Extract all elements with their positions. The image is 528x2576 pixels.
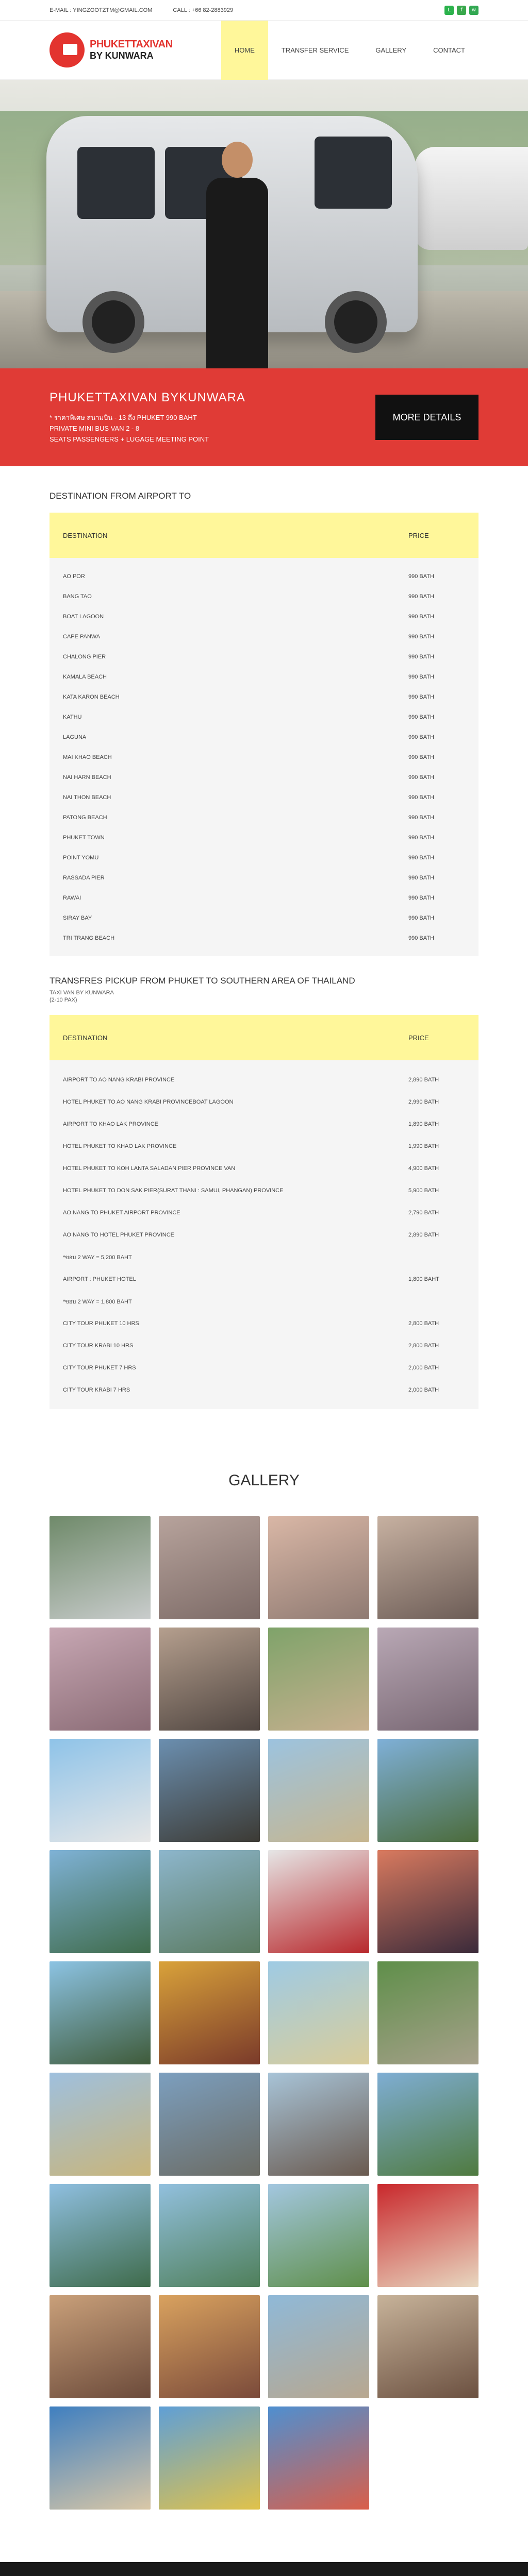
price-cell: 990 BATH xyxy=(408,673,434,680)
southern-pax: (2-10 PAX) xyxy=(50,997,77,1003)
price-cell: 990 BATH xyxy=(408,754,434,760)
price-cell: 2,800 BATH xyxy=(408,1342,439,1349)
photo-golden-shrine[interactable] xyxy=(159,1961,260,2064)
table-row xyxy=(50,1135,478,1157)
airport-title: DESTINATION FROM AIRPORT TO xyxy=(50,491,191,501)
photo-rocky-coast[interactable] xyxy=(159,1739,260,1842)
price-cell: 990 BATH xyxy=(408,935,434,941)
destination-cell: RAWAI xyxy=(63,894,81,901)
social-links xyxy=(444,6,478,15)
price-cell: 990 BATH xyxy=(408,593,434,600)
table-row xyxy=(50,1357,478,1379)
price-cell: 990 BATH xyxy=(408,914,434,921)
photo-phang-nga-bay[interactable] xyxy=(50,1850,151,1953)
hero-image xyxy=(0,80,528,368)
table-row xyxy=(50,807,478,827)
table-row xyxy=(50,787,478,807)
table-row xyxy=(50,566,478,586)
destination-cell: AO NANG TO PHUKET AIRPORT PROVINCE xyxy=(63,1209,180,1216)
photo-van-driver[interactable] xyxy=(50,1516,151,1619)
table-row xyxy=(50,908,478,928)
price-cell: 990 BATH xyxy=(408,653,434,660)
destination-cell: LAGUNA xyxy=(63,734,87,740)
topbar-phone[interactable]: CALL : +66 82-2883929 xyxy=(173,7,234,13)
photo-street-art[interactable] xyxy=(268,2406,369,2510)
driver-head xyxy=(222,142,253,178)
destination-cell: PATONG BEACH xyxy=(63,814,107,821)
price-cell: 2,890 BATH xyxy=(408,1076,439,1083)
table-row xyxy=(50,647,478,667)
site-footer xyxy=(0,2562,528,2576)
price-cell: 990 BATH xyxy=(408,613,434,620)
destination-cell: BANG TAO xyxy=(63,593,92,600)
table-row xyxy=(50,626,478,647)
banner-line: PRIVATE MINI BUS VAN 2 - 8 xyxy=(50,424,140,432)
banner-title: PHUKETTAXIVAN BYKUNWARA xyxy=(50,390,245,404)
table-row xyxy=(50,667,478,687)
table-body xyxy=(50,558,478,956)
photo-van-seats[interactable] xyxy=(377,1628,478,1731)
nav-home[interactable]: HOME xyxy=(221,21,268,80)
table-row xyxy=(50,1334,478,1357)
photo-decorated-plates[interactable] xyxy=(377,2184,478,2287)
table-row xyxy=(50,868,478,888)
promo-banner xyxy=(0,368,528,466)
southern-section xyxy=(0,976,528,1409)
price-header: PRICE xyxy=(408,531,429,539)
price-cell: 2,790 BATH xyxy=(408,1209,439,1216)
photo-district-sign[interactable] xyxy=(268,1850,369,1953)
photo-group-selfie[interactable] xyxy=(268,1516,369,1619)
gallery-grid xyxy=(50,1516,478,2510)
destination-cell: MAI KHAO BEACH xyxy=(63,754,112,760)
photo-couple-van[interactable] xyxy=(159,1628,260,1731)
table-row xyxy=(50,727,478,747)
table-row xyxy=(50,1246,478,1268)
destination-cell: BOAT LAGOON xyxy=(63,613,104,620)
table-row xyxy=(50,827,478,848)
destination-cell: AO NANG TO HOTEL PHUKET PROVINCE xyxy=(63,1231,174,1238)
table-row xyxy=(50,1224,478,1246)
photo-limestone-islands[interactable] xyxy=(159,1850,260,1953)
price-cell: 5,900 BATH xyxy=(408,1187,439,1194)
price-cell: 990 BATH xyxy=(408,814,434,821)
price-cell: 990 BATH xyxy=(408,693,434,700)
photo-riverside-hill[interactable] xyxy=(50,2184,151,2287)
price-cell: 990 BATH xyxy=(408,794,434,801)
price-cell: 2,000 BATH xyxy=(408,1386,439,1393)
price-cell: 990 BATH xyxy=(408,834,434,841)
table-row xyxy=(50,606,478,626)
destination-cell: AIRPORT TO AO NANG KRABI PROVINCE xyxy=(63,1076,175,1083)
price-cell: 990 BATH xyxy=(408,854,434,861)
table-row xyxy=(50,707,478,727)
photo-van-interior-group[interactable] xyxy=(377,1516,478,1619)
price-cell: 2,890 BATH xyxy=(408,1231,439,1238)
photo-island-beach[interactable] xyxy=(268,1961,369,2064)
table-header xyxy=(50,513,478,558)
destination-cell: AIRPORT TO KHAO LAK PROVINCE xyxy=(63,1121,159,1127)
photo-beach-view[interactable] xyxy=(268,1739,369,1842)
destination-cell: NAI HARN BEACH xyxy=(63,774,111,781)
destination-cell: AO POR xyxy=(63,573,85,580)
van-wheel xyxy=(325,291,387,353)
banner-line: * ราคาพิเศษ สนามบิน - 13 ถึง PHUKET 990 BAHT xyxy=(50,413,197,421)
hero-background-van xyxy=(415,147,528,250)
price-cell: 2,800 BATH xyxy=(408,1320,439,1327)
table-row xyxy=(50,928,478,948)
table-row xyxy=(50,1268,478,1290)
photo-woman-blue-wall[interactable] xyxy=(50,2406,151,2510)
price-cell: 1,990 BATH xyxy=(408,1143,439,1149)
photo-white-temple[interactable] xyxy=(50,1739,151,1842)
table-row xyxy=(50,1157,478,1179)
table-body xyxy=(50,1060,478,1409)
destination-cell: CHALONG PIER xyxy=(63,653,106,660)
price-cell: 990 BATH xyxy=(408,874,434,881)
photo-stupa[interactable] xyxy=(50,2073,151,2176)
photo-friends-selfie[interactable] xyxy=(50,1628,151,1731)
table-row xyxy=(50,848,478,868)
main-nav xyxy=(221,21,478,80)
nav-gallery[interactable]: GALLERY xyxy=(375,46,407,54)
price-cell: 4,900 BATH xyxy=(408,1165,439,1172)
price-cell: 990 BATH xyxy=(408,714,434,720)
southern-title: TRANSFRES PICKUP FROM PHUKET TO SOUTHERN AREA OF THAILAND xyxy=(50,976,355,986)
driver-body xyxy=(206,178,268,368)
photo-parking-lot[interactable] xyxy=(159,2073,260,2176)
price-cell: 1,890 BATH xyxy=(408,1121,439,1127)
photo-sunset[interactable] xyxy=(377,1850,478,1953)
price-cell: 990 BATH xyxy=(408,633,434,640)
destination-cell: CAPE PANWA xyxy=(63,633,101,640)
price-cell: 990 BATH xyxy=(408,573,434,580)
photo-green-field[interactable] xyxy=(268,2184,369,2287)
table-row xyxy=(50,687,478,707)
destination-cell: CITY TOUR KRABI 7 HRS xyxy=(63,1386,130,1393)
destination-cell: *ขอบ 2 WAY = 1,800 BAHT xyxy=(63,1298,132,1305)
destination-cell: KATA KARON BEACH xyxy=(63,693,120,700)
destination-cell: AIRPORT : PHUKET HOTEL xyxy=(63,1276,136,1282)
airport-section xyxy=(0,491,528,956)
price-cell: 1,800 BAHT xyxy=(408,1276,439,1282)
table-row xyxy=(50,1179,478,1201)
destination-header: DESTINATION xyxy=(63,1033,108,1042)
price-cell: 990 BATH xyxy=(408,734,434,740)
destination-cell: HOTEL PHUKET TO AO NANG KRABI PROVINCEBOAT LAGOON xyxy=(63,1098,234,1105)
table-row xyxy=(50,767,478,787)
logo-line-1: PHUKETTAXIVAN xyxy=(90,39,173,50)
photo-bay-islands[interactable] xyxy=(159,2184,260,2287)
price-cell: 990 BATH xyxy=(408,774,434,781)
photo-smiling-woman[interactable] xyxy=(268,2073,369,2176)
destination-cell: SIRAY BAY xyxy=(63,914,92,921)
price-cell: 2,990 BATH xyxy=(408,1098,439,1105)
photo-street-market[interactable] xyxy=(50,2295,151,2398)
photo-garden-statue[interactable] xyxy=(377,1961,478,2064)
table-row xyxy=(50,1201,478,1224)
table-row xyxy=(50,1379,478,1401)
destination-cell: HOTEL PHUKET TO DON SAK PIER(SURAT THANI : SAMUI, PHANGAN) PROVINCE xyxy=(63,1187,284,1194)
destination-cell: PHUKET TOWN xyxy=(63,834,105,841)
airport-price-table xyxy=(50,513,478,956)
table-row xyxy=(50,1290,478,1312)
nav-transfer-service[interactable]: TRANSFER SERVICE xyxy=(281,46,349,54)
more-details-button[interactable]: MORE DETAILS xyxy=(375,395,478,440)
logo-line-2: BY KUNWARA xyxy=(90,50,154,61)
site-header xyxy=(0,21,528,80)
price-cell: 2,000 BATH xyxy=(408,1364,439,1371)
photo-group-temple[interactable] xyxy=(268,1628,369,1731)
destination-cell: HOTEL PHUKET TO KOH LANTA SALADAN PIER PROVINCE VAN xyxy=(63,1165,236,1172)
hero-driver xyxy=(206,142,268,368)
whatsapp-icon[interactable]: w xyxy=(469,6,478,15)
southern-subtitle: TAXI VAN BY KUNWARA xyxy=(50,990,114,996)
van-windshield xyxy=(315,137,392,209)
photo-mural-wall[interactable] xyxy=(159,2406,260,2510)
photo-viewpoint[interactable] xyxy=(377,2073,478,2176)
photo-passengers-van[interactable] xyxy=(159,1516,260,1619)
destination-cell: *ขอบ 2 WAY = 5,200 BAHT xyxy=(63,1254,132,1261)
van-window xyxy=(77,147,155,219)
southern-price-table xyxy=(50,1015,478,1409)
table-row xyxy=(50,747,478,767)
destination-cell: KATHU xyxy=(63,714,82,720)
photo-old-town[interactable] xyxy=(268,2295,369,2398)
table-row xyxy=(50,888,478,908)
table-row xyxy=(50,586,478,606)
photo-shop-shelves[interactable] xyxy=(377,2295,478,2398)
photo-sea-rocks[interactable] xyxy=(50,1961,151,2064)
photo-tree-shore[interactable] xyxy=(377,1739,478,1842)
destination-cell: CITY TOUR KRABI 10 HRS xyxy=(63,1342,134,1349)
table-row xyxy=(50,1312,478,1334)
destination-cell: POINT YOMU xyxy=(63,854,99,861)
destination-cell: CITY TOUR PHUKET 10 HRS xyxy=(63,1320,139,1327)
line-icon[interactable]: L xyxy=(444,6,454,15)
van-wheel xyxy=(82,291,144,353)
destination-cell: HOTEL PHUKET TO KHAO LAK PROVINCE xyxy=(63,1143,177,1149)
destination-cell: RASSADA PIER xyxy=(63,874,105,881)
gallery-section xyxy=(0,1472,528,2510)
banner-line: SEATS PASSENGERS + LUGAGE MEETING POINT xyxy=(50,435,209,443)
table-row xyxy=(50,1091,478,1113)
table-row xyxy=(50,1113,478,1135)
table-header xyxy=(50,1015,478,1060)
destination-cell: TRI TRANG BEACH xyxy=(63,935,115,941)
facebook-icon[interactable]: f xyxy=(457,6,466,15)
topbar-email[interactable]: E-MAIL : YINGZOOTZTM@GMAIL.COM xyxy=(50,7,153,13)
destination-cell: KAMALA BEACH xyxy=(63,673,107,680)
site-logo[interactable] xyxy=(50,32,173,67)
nav-contact[interactable]: CONTACT xyxy=(433,46,465,54)
destination-cell: CITY TOUR PHUKET 7 HRS xyxy=(63,1364,136,1371)
logo-van-icon xyxy=(50,32,85,67)
top-bar xyxy=(0,0,528,21)
destination-header: DESTINATION xyxy=(63,531,108,539)
gallery-title: GALLERY xyxy=(228,1472,300,1489)
price-cell: 990 BATH xyxy=(408,894,434,901)
table-row xyxy=(50,1069,478,1091)
destination-cell: NAI THON BEACH xyxy=(63,794,111,801)
price-header: PRICE xyxy=(408,1033,429,1042)
photo-colorful-shop[interactable] xyxy=(159,2295,260,2398)
